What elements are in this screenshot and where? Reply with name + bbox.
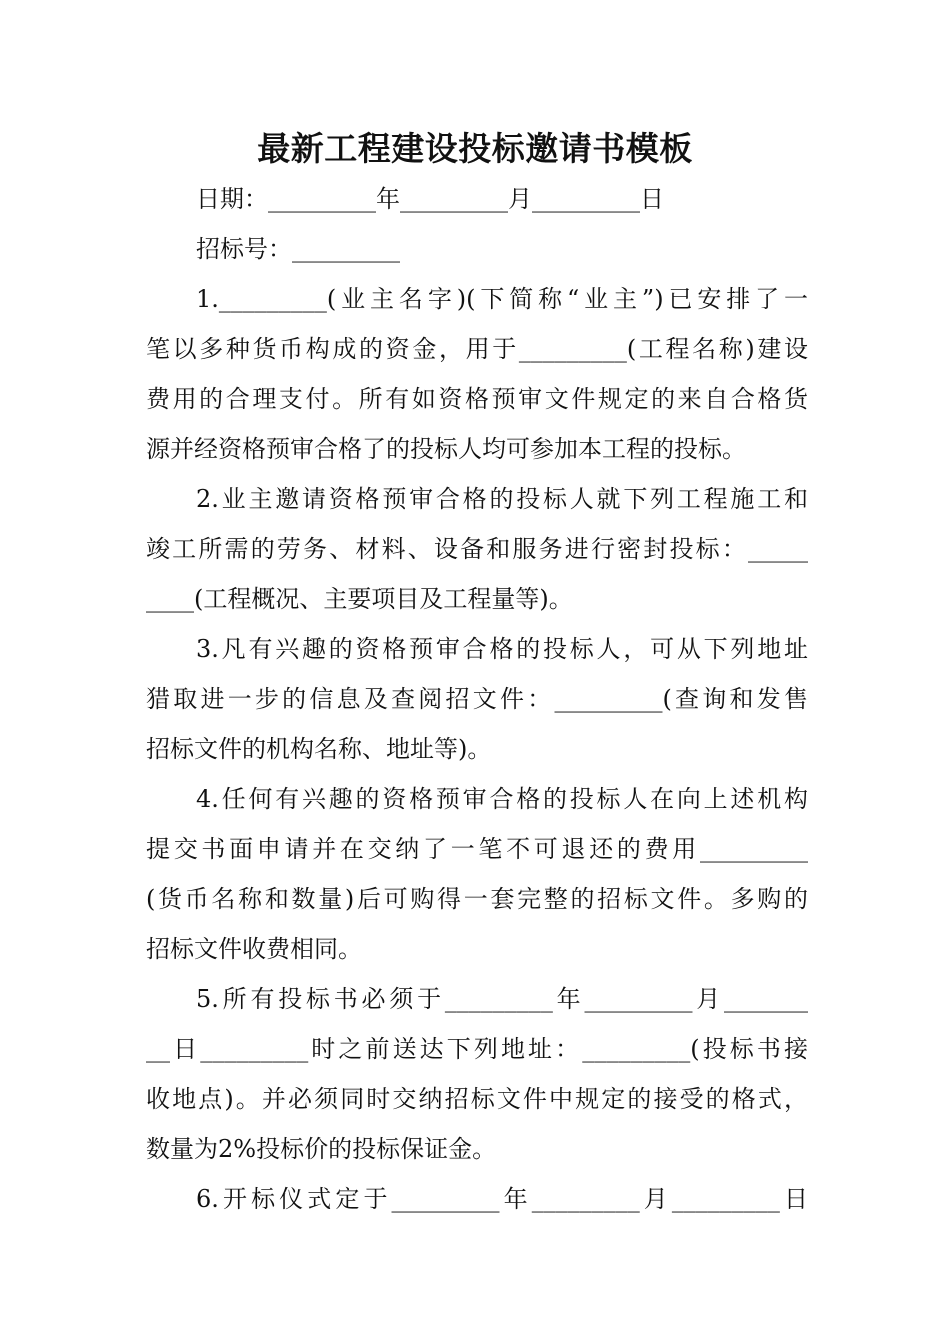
paragraph-4-line-4: 招标文件收费相同。 xyxy=(146,935,362,963)
tender-number-line: 招标号：_________ xyxy=(196,235,400,263)
paragraph-1-line-1: 1._________(业主名字)(下简称“业主”)已安排了一 xyxy=(196,285,808,313)
paragraph-5-line-4: 数量为2%投标价的投标保证金。 xyxy=(146,1135,497,1163)
paragraph-1-line-3: 费用的合理支付。所有如资格预审文件规定的来自合格货 xyxy=(146,385,808,413)
paragraph-1-line-4: 源并经资格预审合格了的投标人均可参加本工程的投标。 xyxy=(146,435,746,463)
paragraph-5-line-2: __日_________时之前送达下列地址：_________(投标书接 xyxy=(146,1035,808,1063)
paragraph-3-line-1: 3.凡有兴趣的资格预审合格的投标人，可从下列地址 xyxy=(196,635,808,663)
date-line: 日期：_________年_________月_________日 xyxy=(196,185,664,213)
paragraph-4-line-3: (货币名称和数量)后可购得一套完整的招标文件。多购的 xyxy=(146,885,808,913)
paragraph-5-line-1: 5.所有投标书必须于_________年_________月_______ xyxy=(196,985,808,1013)
paragraph-3-line-2: 猎取进一步的信息及查阅招文件：_________(查询和发售 xyxy=(146,685,808,713)
paragraph-3-line-3: 招标文件的机构名称、地址等)。 xyxy=(146,735,492,763)
paragraph-1-line-2: 笔以多种货币构成的资金，用于_________(工程名称)建设 xyxy=(146,335,808,363)
paragraph-4-line-1: 4.任何有兴趣的资格预审合格的投标人在向上述机构 xyxy=(196,785,808,813)
paragraph-6-line-1: 6.开标仪式定于_________年_________月_________日 xyxy=(196,1185,808,1213)
document-title: 最新工程建设投标邀请书模板 xyxy=(257,129,693,168)
paragraph-4-line-2: 提交书面申请并在交纳了一笔不可退还的费用_________ xyxy=(146,835,808,863)
paragraph-2-line-3: ____(工程概况、主要项目及工程量等)。 xyxy=(146,585,573,613)
paragraph-2-line-2: 竣工所需的劳务、材料、设备和服务进行密封投标：_____ xyxy=(146,535,808,563)
paragraph-2-line-1: 2.业主邀请资格预审合格的投标人就下列工程施工和 xyxy=(196,485,808,513)
paragraph-5-line-3: 收地点)。并必须同时交纳招标文件中规定的接受的格式， xyxy=(146,1085,808,1113)
